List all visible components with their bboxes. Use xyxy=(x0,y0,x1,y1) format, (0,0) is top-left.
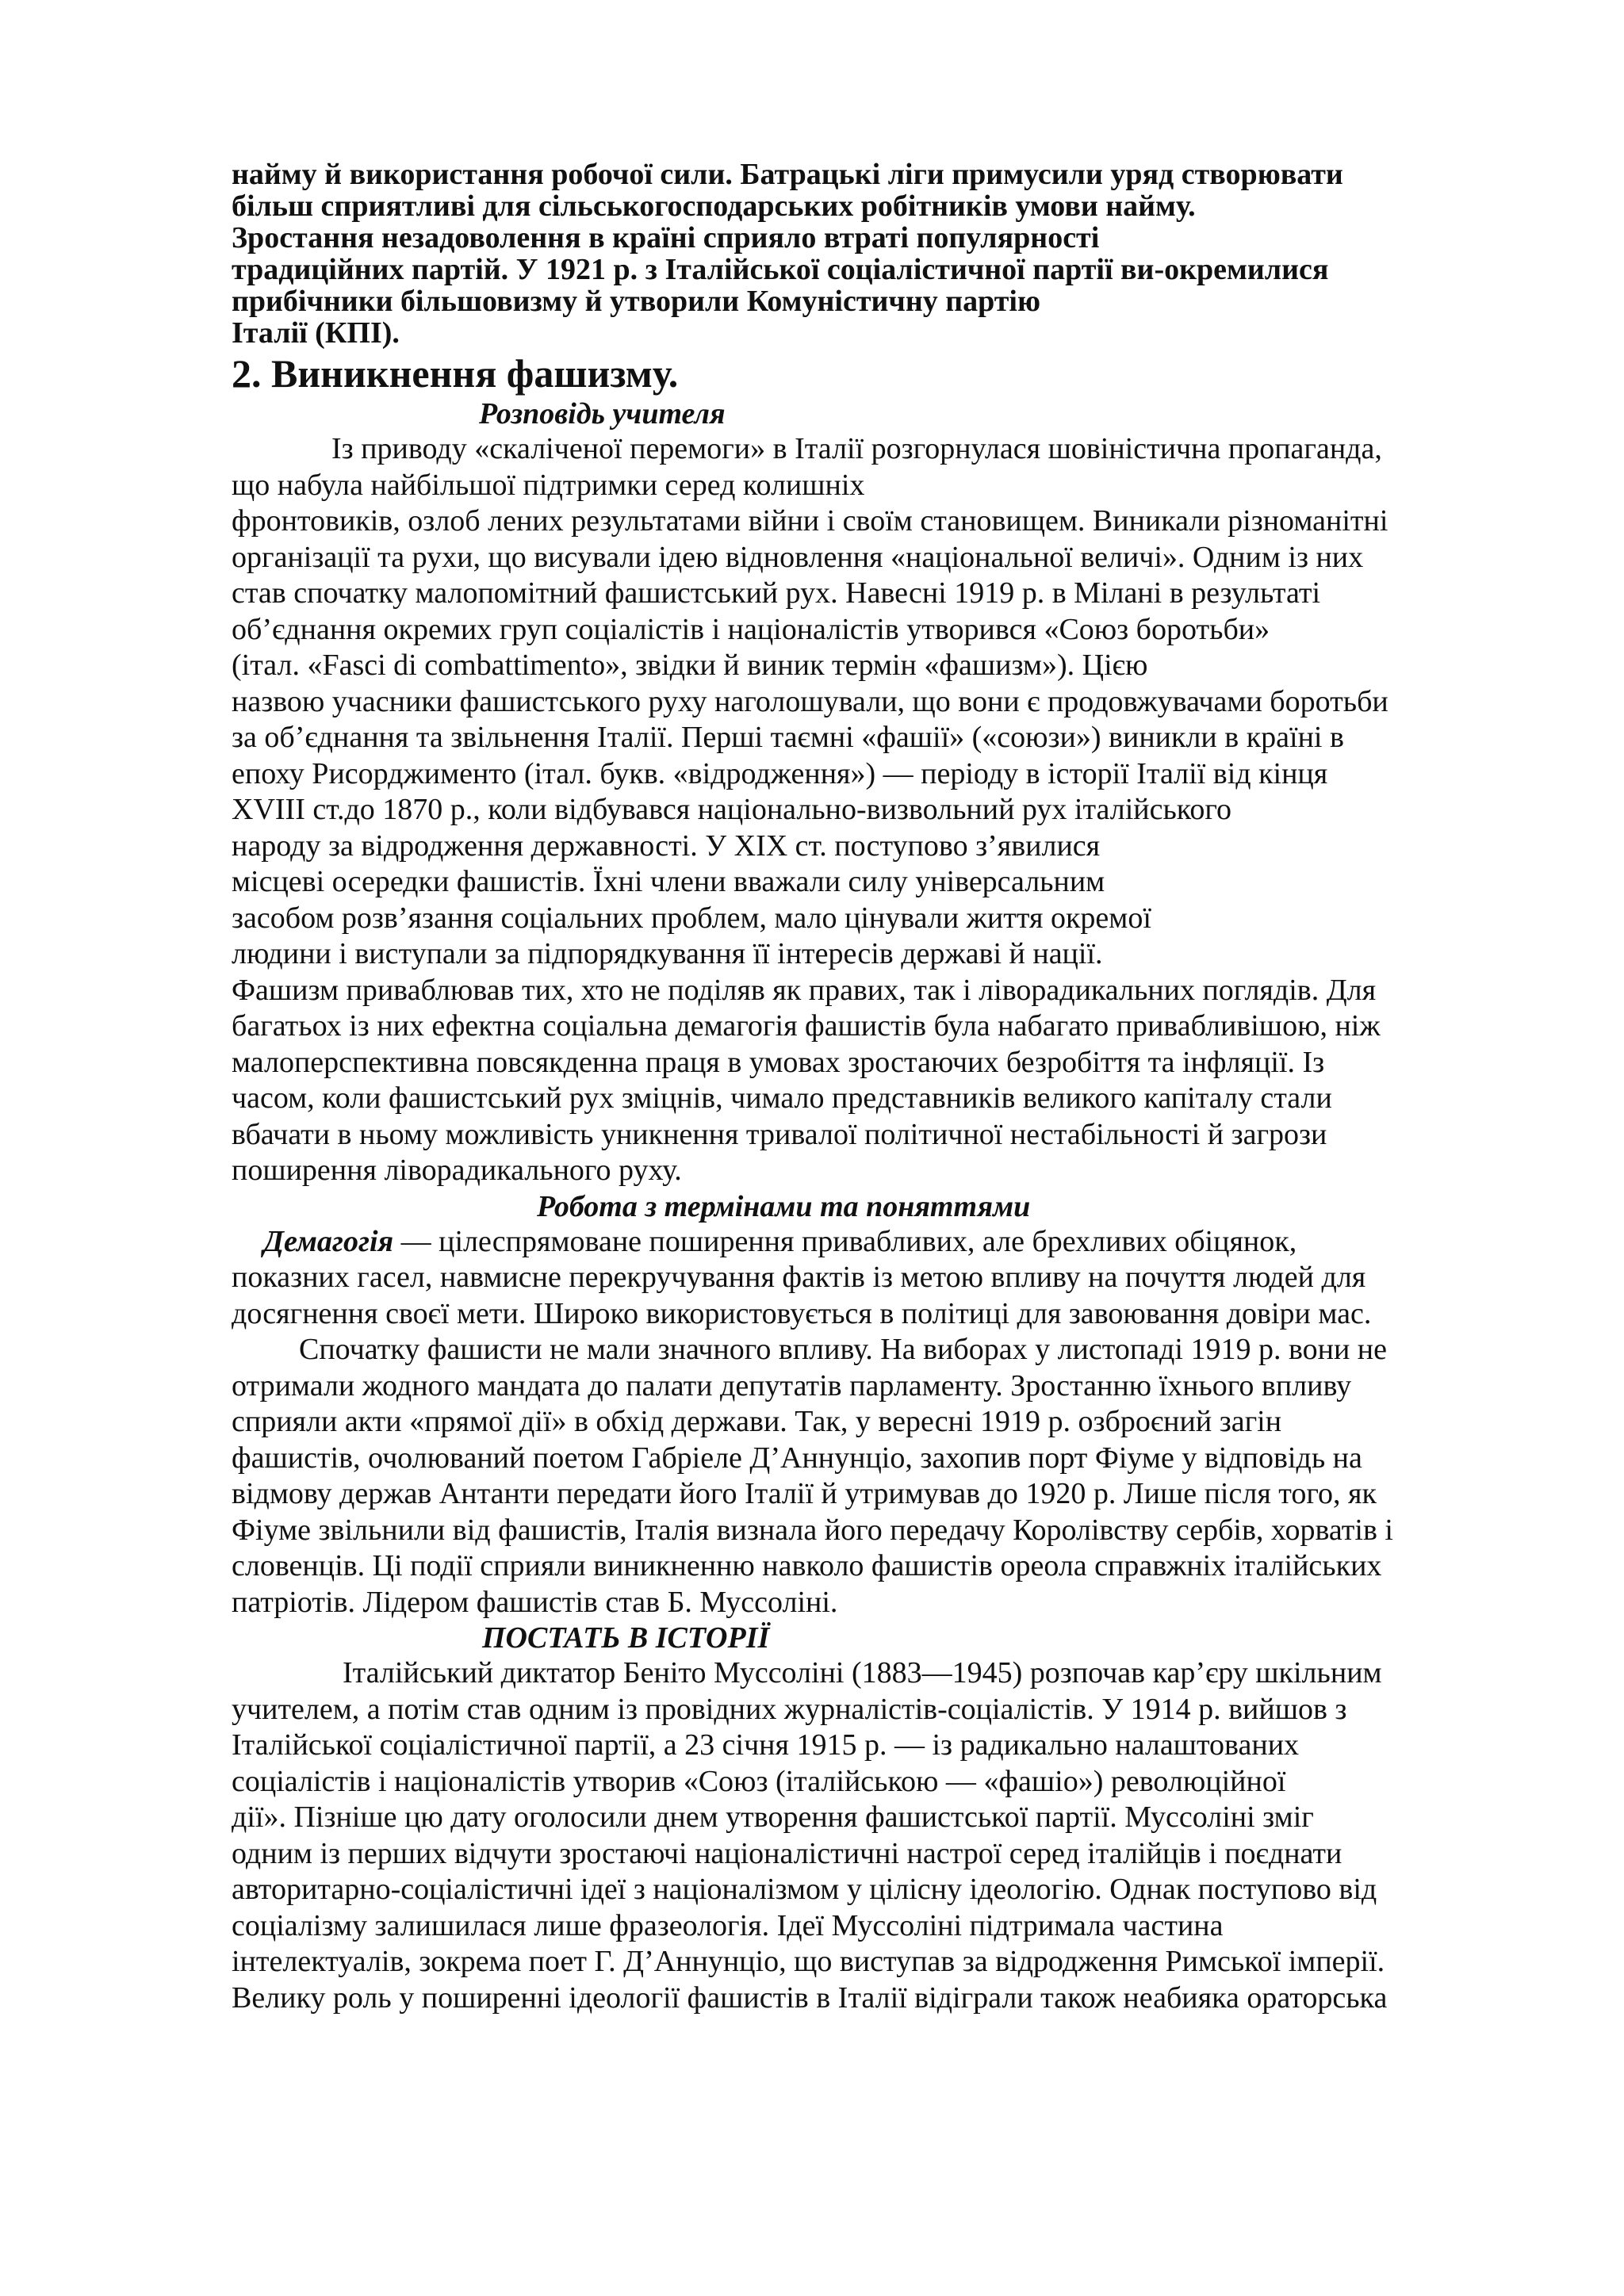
mussolini-line: одним із перших відчути зростаючі націоналістичні настрої серед італійців і поєднати xyxy=(232,1836,1342,1870)
story-line: (італ. «Fasci di combattimento», звідки й виник термін «фашизм»). Цією xyxy=(232,649,1148,682)
early-line: Фіуме звільнили від фашистів, Італія визнала його передачу Королівству сербів, хорватів і xyxy=(232,1513,1393,1547)
story-line: вбачати в ньому можливість уникнення тривалої політичної нестабільності й загрози xyxy=(232,1117,1327,1151)
intro-paragraph xyxy=(232,159,1540,349)
term-definition-text: — цілеспрямоване поширення привабливих, але брехливих обіцянок, xyxy=(393,1224,1297,1258)
early-line: отримали жодного мандата до палати депутатів парламенту. Зростанню їхнього впливу xyxy=(232,1368,1352,1402)
story-line: багатьох із них ефектна соціальна демагогія фашистів була набагато привабливішою, ніж xyxy=(232,1009,1381,1043)
term-line: показних гасел, навмисне перекручування фактів із метою впливу на почуття людей для xyxy=(232,1261,1366,1294)
story-line: що набула найбільшої підтримки серед колишніх xyxy=(232,468,865,502)
intro-line: більш сприятливі для сільськогосподарських робітників умови найму. xyxy=(232,189,1196,223)
intro-line: Італії (КПІ). xyxy=(232,316,400,350)
story-line: фронтовиків, озлоб лених результатами війни і своїм становищем. Виникали різноманітні xyxy=(232,504,1388,538)
mussolini-line: соціалістів і націоналістів утворив «Союз (італійською — «фашіо») революційної xyxy=(232,1764,1286,1798)
story-line: назвою учасники фашистського руху наголошували, що вони є продовжувачами боротьби xyxy=(232,684,1388,718)
mussolini-line: учителем, а потім став одним із провідних журналістів-соціалістів. У 1914 р. вийшов з xyxy=(232,1692,1347,1726)
story-line: став спочатку малопомітний фашистський рух. Навесні 1919 р. в Мілані в результаті xyxy=(232,576,1321,610)
mussolini-paragraph xyxy=(232,1655,1540,2016)
story-line: людини і виступали за підпорядкування її інтересів державі й нації. xyxy=(232,937,1103,970)
intro-line: прибічники більшовизму й утворили Комуністичну партію xyxy=(232,285,1041,318)
early-line: сприяли акти «прямої дії» в обхід держави. Так, у вересні 1919 р. озброєний загін xyxy=(232,1405,1282,1438)
story-line: народу за відродження державності. У XIX ст. поступово з’явилися xyxy=(232,828,1101,863)
story-line: об’єднання окремих груп соціалістів і націоналістів утворився «Союз боротьби» xyxy=(232,612,1270,646)
mussolini-line: дії». Пізніше цю дату оголосили днем утворення фашистської партії. Муссоліні зміг xyxy=(232,1800,1314,1834)
story-line: Із приводу «скаліченої перемоги» в Італії розгорнулася шовіністична пропаганда, xyxy=(331,432,1382,465)
document-content xyxy=(232,159,1540,2016)
mussolini-line: соціалізму залишилася лише фразеологія. Ідеї Муссоліні підтримала частина xyxy=(232,1908,1224,1942)
teacher-story-label: Розповідь учителя xyxy=(479,397,726,430)
intro-line: найму й використання робочої сили. Батрацькі ліги примусили уряд створювати xyxy=(232,158,1343,191)
term-definition xyxy=(232,1224,1540,1333)
term-word: Демагогія xyxy=(263,1224,394,1258)
mussolini-line: Італійський диктатор Беніто Муссоліні (1883—1945) розпочав кар’єру шкільним xyxy=(343,1656,1382,1689)
early-fascism-paragraph xyxy=(232,1332,1540,1621)
story-line: малоперспективна повсякденна праця в умовах зростаючих безробіття та інфляції. Із xyxy=(232,1045,1325,1079)
early-line: Спочатку фашисти не мали значного впливу. На виборах у листопаді 1919 р. вони не xyxy=(299,1333,1388,1366)
early-line: відмову держав Антанти передати його Італії й утримував до 1920 р. Лише після того, як xyxy=(232,1477,1377,1510)
story-line: місцеві осередки фашистів. Їхні члени вважали силу універсальним xyxy=(232,865,1105,898)
story-paragraph xyxy=(232,431,1540,1189)
figure-in-history-label: ПОСТАТЬ В ІСТОРІЇ xyxy=(482,1621,770,1655)
term-line xyxy=(232,1224,1540,1261)
mussolini-line: авторитарно-соціалістичні ідеї з націоналізмом у цілісну ідеологію. Однак поступово від xyxy=(232,1873,1377,1906)
term-line: досягнення своєї мети. Широко використовується в політиці для завоювання довіри мас. xyxy=(232,1296,1372,1330)
story-line: за об’єднання та звільнення Італії. Перші таємні «фашії» («союзи») виникли в країні в xyxy=(232,721,1344,754)
early-line: словенців. Ці події сприяли виникненню навколо фашистів ореола справжніх італійських xyxy=(232,1549,1382,1582)
story-line: епоху Рисорджименто (італ. букв. «відродження») — періоду в історії Італії від кінця xyxy=(232,756,1328,790)
early-line: патріотів. Лідером фашистів став Б. Муссоліні. xyxy=(232,1585,838,1619)
story-line: поширення ліворадикального руху. xyxy=(232,1154,682,1187)
early-line: фашистів, очолюваний поетом Габріеле Д’Аннунціо, захопив порт Фіуме у відповідь на xyxy=(232,1441,1362,1475)
intro-line: традиційних партій. У 1921 р. з Італійської соціалістичної партії ви-окремилися xyxy=(232,253,1329,286)
mussolini-line: Італійської соціалістичної партії, а 23 січня 1915 р. — із радикально налаштованих xyxy=(232,1728,1300,1762)
story-line: часом, коли фашистський рух зміцнів, чимало представників великого капіталу стали xyxy=(232,1081,1332,1115)
story-line: організації та рухи, що висували ідею відновлення «національної величі». Одним із них xyxy=(232,540,1364,574)
mussolini-line: інтелектуалів, зокрема поет Г. Д’Аннунціо, що виступав за відродження Римської імперії. xyxy=(232,1945,1385,1978)
mussolini-line: Велику роль у поширенні ідеології фашистів в Італії відіграли також неабияка ораторська xyxy=(232,1980,1388,2015)
terms-label: Робота з термінами та поняттями xyxy=(537,1189,1031,1223)
story-line: засобом розв’язання соціальних проблем, мало цінували життя окремої xyxy=(232,901,1151,935)
intro-line: Зростання незадоволення в країні сприяло втраті популярності xyxy=(232,221,1100,254)
story-line: Фашизм приваблював тих, хто не поділяв як правих, так і ліворадикальних поглядів. Для xyxy=(232,973,1377,1007)
story-line: XVIII ст.до 1870 р., коли відбувався національно-визвольний рух італійського xyxy=(232,793,1231,826)
section-heading: 2. Виникнення фашизму. xyxy=(232,351,679,396)
